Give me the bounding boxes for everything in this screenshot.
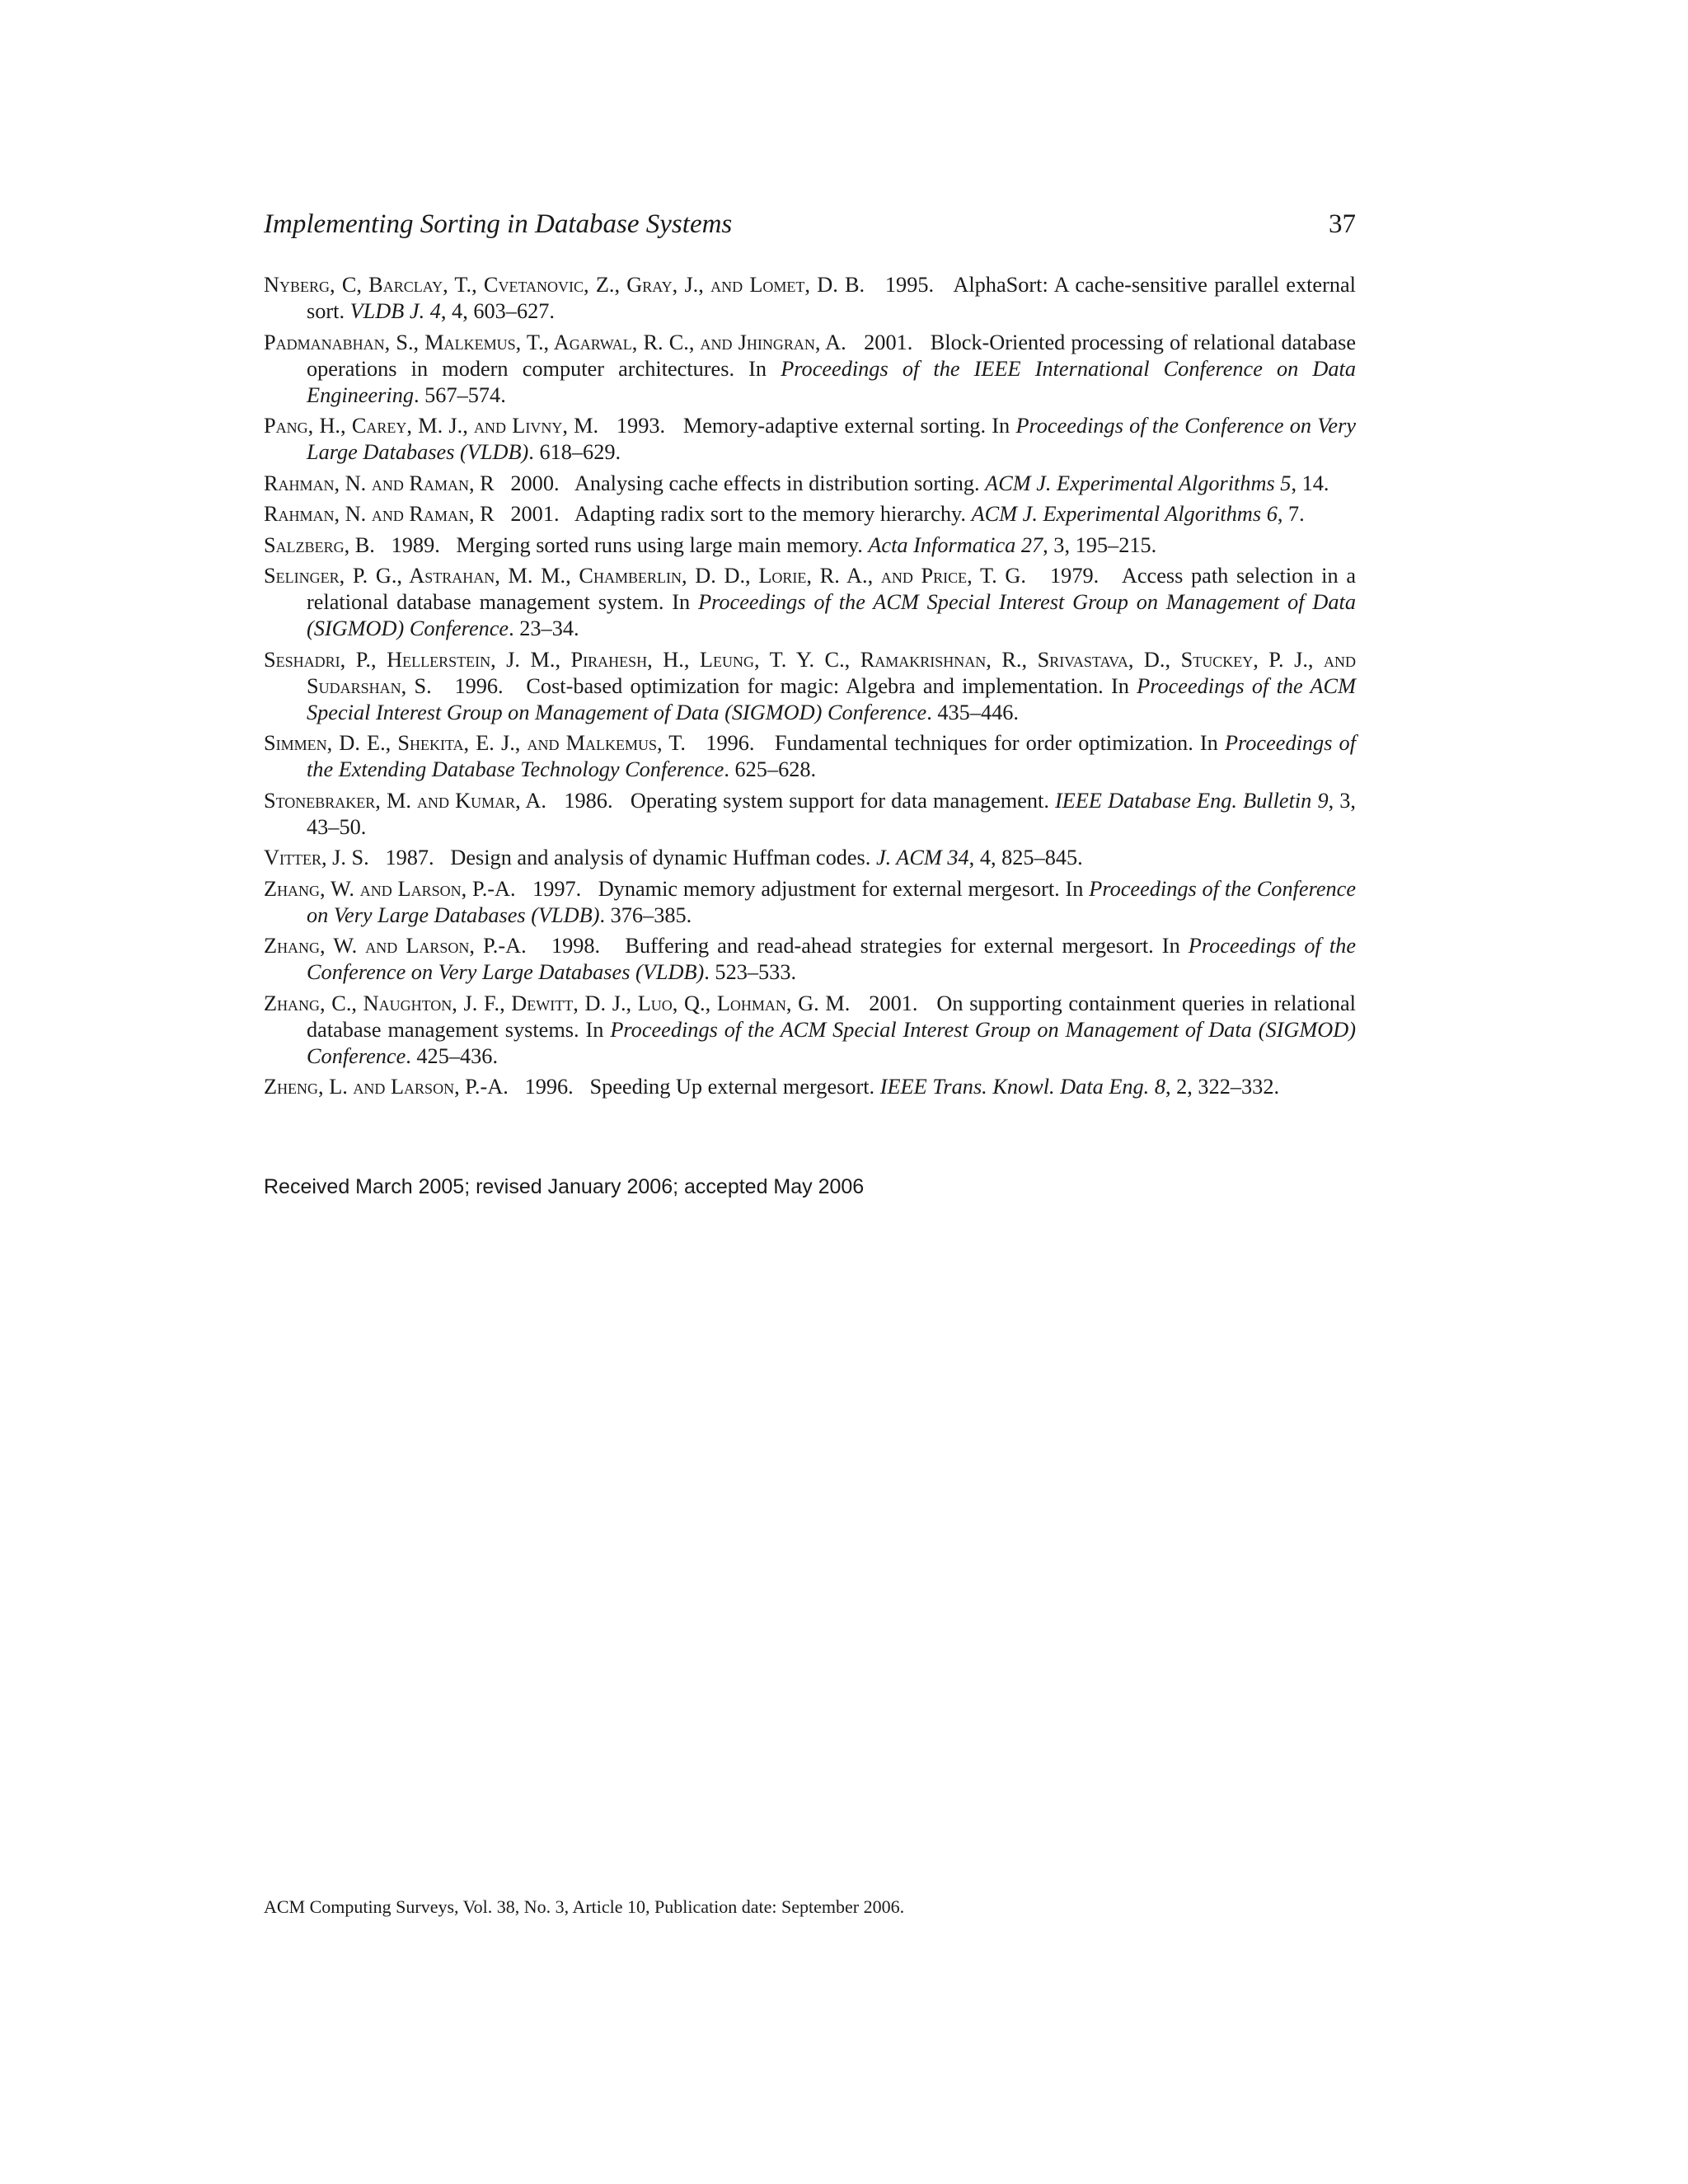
- ref-year: 1995.: [884, 273, 935, 297]
- ref-venue: ACM J. Experimental Algorithms 6: [971, 502, 1278, 526]
- reference-item: [264, 991, 1356, 1070]
- ref-details: , 14.: [1291, 471, 1329, 495]
- ref-title: Operating system support for data management.: [630, 788, 1049, 813]
- ref-title: AlphaSort: A cache-sensitive parallel external sort.: [307, 273, 1356, 323]
- ref-venue: IEEE Trans. Knowl. Data Eng. 8: [879, 1075, 1165, 1099]
- ref-year: 1998.: [551, 934, 601, 958]
- ref-venue: VLDB J. 4: [349, 299, 441, 323]
- reference-item: [264, 876, 1356, 929]
- ref-year: 1986.: [564, 788, 613, 813]
- ref-authors: Padmanabhan, S., Malkemus, T., Agarwal, R. C., and Jhingran, A.: [264, 330, 846, 354]
- page-number: 37: [1329, 209, 1356, 239]
- received-dates: Received March 2005; revised January 2006; accepted May 2006: [264, 1175, 865, 1198]
- ref-venue: Proceedings of the Conference on Very Large Databases (VLDB): [307, 414, 1357, 464]
- reference-item: [264, 272, 1356, 325]
- ref-title: Dynamic memory adjustment for external mergesort. In: [598, 876, 1084, 901]
- ref-authors: Seshadri, P., Hellerstein, J. M., Pirahesh, H., Leung, T. Y. C., Ramakrishnan, R., Srivastava, D., Stuckey, P. J., and Sudarshan, S.: [264, 647, 1356, 698]
- ref-authors: Zhang, C., Naughton, J. F., Dewitt, D. J., Luo, Q., Lohman, G. M.: [264, 991, 851, 1015]
- ref-venue: IEEE Database Eng. Bulletin 9: [1055, 788, 1329, 813]
- ref-details: . 425–436.: [406, 1043, 499, 1068]
- reference-item: [264, 933, 1356, 986]
- ref-title: Buffering and read-ahead strategies for external mergesort. In: [625, 934, 1180, 958]
- ref-details: . 618–629.: [528, 440, 621, 464]
- ref-details: . 625–628.: [724, 757, 817, 781]
- ref-title: Memory-adaptive external sorting. In: [682, 414, 1010, 438]
- reference-item: [264, 532, 1356, 559]
- ref-year: 1993.: [616, 414, 666, 438]
- ref-title: Block-Oriented processing of relational database operations in modern computer architectures. In: [307, 330, 1357, 381]
- ref-details: . 435–446.: [926, 700, 1019, 724]
- running-title: Implementing Sorting in Database Systems: [264, 209, 733, 239]
- ref-authors: Zheng, L. and Larson, P.-A.: [264, 1075, 509, 1099]
- ref-authors: Zhang, W. and Larson, P.-A.: [264, 934, 527, 958]
- ref-details: . 23–34.: [509, 616, 579, 640]
- reference-item: [264, 501, 1356, 527]
- ref-year: 1979.: [1050, 564, 1100, 588]
- ref-details: , 3, 195–215.: [1043, 532, 1157, 557]
- ref-venue: ACM J. Experimental Algorithms 5: [985, 471, 1292, 495]
- ref-title: Fundamental techniques for order optimization. In: [774, 731, 1218, 755]
- ref-authors: Zhang, W. and Larson, P.-A.: [264, 876, 516, 901]
- page-footer: ACM Computing Surveys, Vol. 38, No. 3, Article 10, Publication date: September 2006.: [264, 1896, 905, 1917]
- ref-title: Merging sorted runs using large main memory.: [456, 532, 863, 557]
- reference-item: [264, 1074, 1356, 1100]
- ref-venue: Acta Informatica 27: [868, 532, 1043, 557]
- ref-title: On supporting containment queries in relational database management systems. In: [307, 991, 1356, 1042]
- reference-list: [264, 272, 1356, 1105]
- ref-details: . 567–574.: [414, 382, 506, 407]
- ref-year: 2001.: [869, 991, 918, 1015]
- ref-year: 2001.: [510, 502, 560, 526]
- ref-venue: Proceedings of the ACM Special Interest Group on Management of Data (SIGMOD) Conference: [307, 1017, 1357, 1068]
- ref-title: Access path selection in a relational database management system. In: [307, 564, 1356, 614]
- ref-details: , 3, 43–50.: [307, 788, 1357, 839]
- ref-details: , 7.: [1277, 502, 1305, 526]
- ref-details: . 376–385.: [599, 902, 692, 927]
- ref-venue: Proceedings of the Conference on Very Large Databases (VLDB): [307, 876, 1356, 927]
- ref-title: Adapting radix sort to the memory hierarchy.: [574, 502, 966, 526]
- ref-title: Design and analysis of dynamic Huffman codes.: [450, 846, 871, 869]
- ref-authors: Rahman, N. and Raman, R: [264, 471, 495, 495]
- ref-year: 1996.: [454, 673, 504, 698]
- ref-details: . 523–533.: [704, 960, 797, 984]
- ref-year: 1997.: [532, 876, 582, 901]
- ref-year: 2000.: [510, 471, 560, 495]
- ref-authors: Vitter, J. S.: [264, 846, 369, 869]
- reference-item: [264, 413, 1356, 466]
- ref-title: Analysing cache effects in distribution sorting.: [574, 471, 980, 495]
- ref-details: , 4, 825–845.: [968, 846, 1083, 869]
- ref-venue: Proceedings of the ACM Special Interest Group on Management of Data (SIGMOD) Conference: [307, 590, 1356, 640]
- ref-venue: Proceedings of the Conference on Very Large Databases (VLDB): [307, 934, 1356, 984]
- ref-authors: Stonebraker, M. and Kumar, A.: [264, 788, 546, 813]
- reference-item: [264, 730, 1356, 783]
- reference-item: [264, 788, 1356, 841]
- ref-year: 1996.: [524, 1075, 574, 1099]
- running-head: [264, 201, 1356, 247]
- ref-title: Speeding Up external mergesort.: [589, 1075, 875, 1099]
- ref-venue: Proceedings of the Extending Database Technology Conference: [307, 731, 1357, 781]
- ref-details: , 2, 322–332.: [1165, 1075, 1280, 1099]
- ref-authors: Rahman, N. and Raman, R: [264, 502, 495, 526]
- reference-item: [264, 471, 1356, 497]
- reference-item: [264, 330, 1356, 409]
- ref-authors: Simmen, D. E., Shekita, E. J., and Malkemus, T.: [264, 731, 686, 755]
- reference-item: [264, 845, 1356, 871]
- ref-year: 1989.: [391, 532, 440, 557]
- ref-year: 1996.: [706, 731, 755, 755]
- ref-authors: Pang, H., Carey, M. J., and Livny, M.: [264, 414, 599, 438]
- ref-venue: Proceedings of the ACM Special Interest Group on Management of Data (SIGMOD) Conference: [307, 673, 1356, 724]
- ref-venue: J. ACM 34: [875, 846, 969, 869]
- ref-authors: Nyberg, C, Barclay, T., Cvetanovic, Z., Gray, J., and Lomet, D. B.: [264, 273, 865, 297]
- reference-item: [264, 647, 1356, 726]
- ref-year: 1987.: [385, 846, 434, 869]
- reference-item: [264, 563, 1356, 642]
- ref-title: Cost-based optimization for magic: Algebra and implementation. In: [526, 673, 1129, 698]
- ref-authors: Salzberg, B.: [264, 532, 375, 557]
- ref-year: 2001.: [864, 330, 913, 354]
- ref-venue: Proceedings of the IEEE International Conference on Data Engineering: [307, 356, 1357, 407]
- ref-details: , 4, 603–627.: [440, 299, 555, 323]
- ref-authors: Selinger, P. G., Astrahan, M. M., Chamberlin, D. D., Lorie, R. A., and Price, T. G.: [264, 564, 1026, 588]
